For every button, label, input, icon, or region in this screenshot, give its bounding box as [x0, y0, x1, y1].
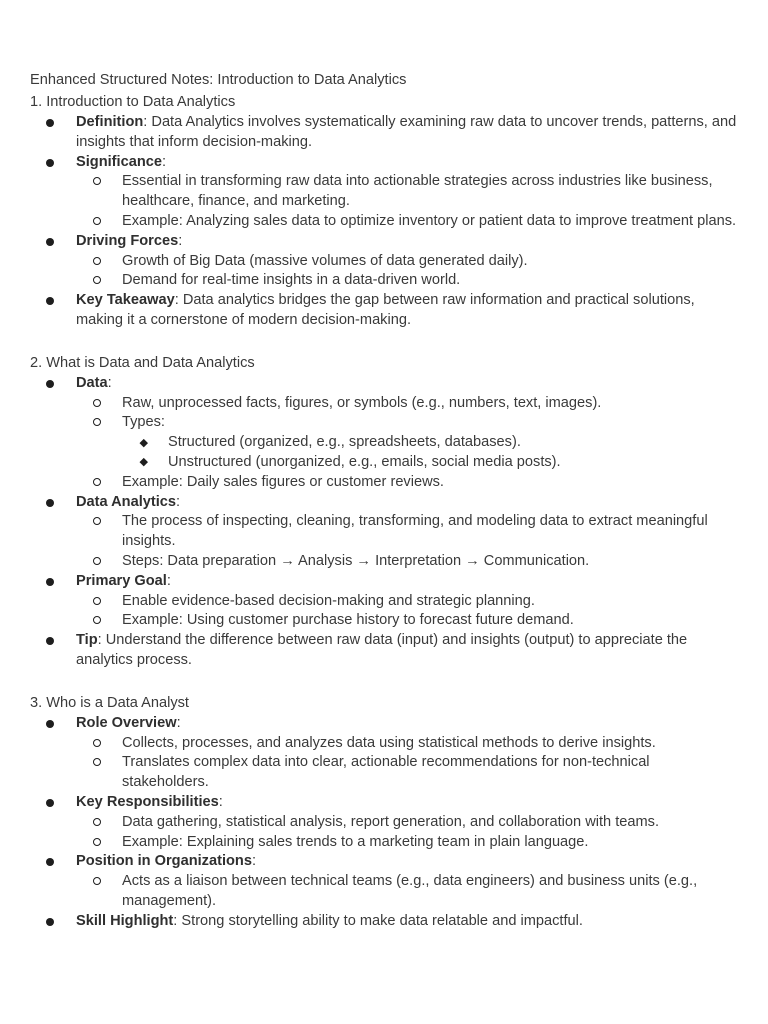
bullet-list — [30, 374, 738, 671]
sub-bullet-list — [76, 512, 738, 571]
term-label: Data — [76, 374, 108, 391]
term-label: Driving Forces — [76, 232, 179, 249]
hollow-circle-bullet-icon — [93, 818, 101, 826]
sub-list-item — [76, 611, 738, 631]
sub-item-text: Example: Daily sales figures or customer reviews. — [122, 473, 444, 490]
filled-circle-bullet-icon — [46, 297, 54, 305]
sub-list-item — [76, 473, 738, 493]
term-label: Skill Highlight — [76, 912, 174, 929]
sub-list-item — [76, 734, 738, 754]
term-label: Key Responsibilities — [76, 793, 219, 810]
section-title: 3. Who is a Data Analyst — [30, 694, 189, 711]
sub-list-item — [76, 592, 738, 612]
filled-circle-bullet-icon — [46, 578, 54, 586]
sub-list-item — [76, 271, 738, 291]
term-label: Primary Goal — [76, 572, 167, 589]
hollow-circle-bullet-icon — [93, 399, 101, 407]
section-data-analyst — [30, 692, 738, 932]
item-text: : — [166, 572, 171, 589]
item-text: : — [176, 714, 181, 731]
diamond-bullet-icon — [140, 439, 148, 447]
sub-bullet-list — [76, 872, 738, 912]
term-label: Role Overview — [76, 714, 177, 731]
list-item — [30, 631, 738, 671]
sub-list-item — [76, 552, 738, 572]
bullet-list — [30, 714, 738, 932]
filled-circle-bullet-icon — [46, 499, 54, 507]
hollow-circle-bullet-icon — [93, 478, 101, 486]
sub-item-text: Growth of Big Data (massive volumes of data generated daily). — [122, 252, 528, 269]
list-item — [30, 232, 738, 291]
sub-item-text: Raw, unprocessed facts, figures, or symbols (e.g., numbers, text, images). — [122, 394, 602, 411]
filled-circle-bullet-icon — [46, 637, 54, 645]
term-label: Key Takeaway — [76, 292, 175, 309]
sub-list-item — [76, 413, 738, 472]
filled-circle-bullet-icon — [46, 858, 54, 866]
sub-sub-item-text: Unstructured (unorganized, e.g., emails, social media posts). — [168, 453, 561, 470]
term-label: Position in Organizations — [76, 853, 252, 870]
term-label: Definition — [76, 114, 144, 130]
section-title: 1. Introduction to Data Analytics — [30, 94, 236, 110]
sub-bullet-list — [76, 394, 738, 493]
sub-item-text: Steps: Data preparation → Analysis → Interpretation → Communication. — [122, 552, 590, 569]
item-text: : Understand the difference between raw data (input) and insights (output) to appreciate the analytics process. — [76, 632, 688, 668]
list-item — [30, 912, 738, 932]
hollow-circle-bullet-icon — [93, 517, 101, 525]
sub-bullet-list — [76, 813, 738, 853]
hollow-circle-bullet-icon — [93, 557, 101, 565]
item-text: : Strong storytelling ability to make data relatable and impactful. — [173, 912, 583, 929]
section-introduction — [30, 91, 738, 331]
sub-sub-list-item — [122, 433, 738, 453]
list-item — [30, 493, 738, 572]
item-text: : — [251, 853, 257, 870]
bullet-list — [30, 113, 738, 331]
sub-item-text: The process of inspecting, cleaning, transforming, and modeling data to extract meaningful insights. — [122, 513, 708, 550]
sub-list-item — [76, 252, 738, 272]
sub-list-item — [76, 212, 738, 232]
filled-circle-bullet-icon — [46, 918, 54, 926]
sub-bullet-list — [76, 734, 738, 793]
sub-list-item — [76, 394, 738, 414]
filled-circle-bullet-icon — [46, 238, 54, 246]
sub-list-item — [76, 512, 738, 552]
list-item — [30, 714, 738, 793]
list-item — [30, 113, 738, 153]
sub-item-text: Example: Using customer purchase history to forecast future demand. — [122, 612, 574, 629]
sub-item-text: Example: Explaining sales trends to a marketing team in plain language. — [122, 833, 589, 850]
hollow-circle-bullet-icon — [93, 838, 101, 846]
sub-item-text: Types: — [122, 414, 165, 431]
hollow-circle-bullet-icon — [93, 217, 101, 225]
hollow-circle-bullet-icon — [93, 758, 101, 766]
list-item — [30, 291, 738, 331]
term-label: Significance — [76, 153, 162, 170]
hollow-circle-bullet-icon — [93, 276, 101, 284]
sub-list-item — [76, 172, 738, 212]
sub-item-text: Enable evidence-based decision-making and strategic planning. — [122, 592, 535, 609]
sub-list-item — [76, 813, 738, 833]
hollow-circle-bullet-icon — [93, 418, 101, 426]
item-text: : — [218, 793, 223, 810]
filled-circle-bullet-icon — [46, 380, 54, 388]
hollow-circle-bullet-icon — [93, 597, 101, 605]
term-label: Tip — [76, 632, 98, 649]
sub-sub-list-item — [122, 453, 738, 473]
sub-item-text: Data gathering, statistical analysis, report generation, and collaboration with teams. — [122, 813, 660, 830]
item-text: : — [107, 374, 112, 391]
list-item — [30, 153, 738, 232]
item-text: : — [161, 153, 167, 170]
list-item — [30, 572, 738, 631]
section-data-and-analytics — [30, 352, 738, 671]
filled-circle-bullet-icon — [46, 720, 54, 728]
sub-item-text: Collects, processes, and analyzes data using statistical methods to derive insights. — [122, 734, 656, 751]
list-item — [30, 852, 738, 911]
document-title: Enhanced Structured Notes: Introduction to Data Analytics — [30, 72, 407, 88]
list-item — [30, 793, 738, 852]
sub-bullet-list — [76, 172, 738, 231]
sub-item-text: Acts as a liaison between technical teams (e.g., data engineers) and business units (e.g., management). — [122, 873, 698, 909]
hollow-circle-bullet-icon — [93, 257, 101, 265]
hollow-circle-bullet-icon — [93, 877, 101, 885]
sub-sub-item-text: Structured (organized, e.g., spreadsheets, databases). — [168, 434, 521, 451]
sub-list-item — [76, 872, 738, 912]
hollow-circle-bullet-icon — [93, 739, 101, 747]
sub-item-text: Translates complex data into clear, actionable recommendations for non-technical stakeholders. — [122, 754, 650, 791]
list-item — [30, 374, 738, 493]
item-text: : — [178, 232, 183, 249]
sub-sub-bullet-list — [122, 433, 738, 473]
item-text: : — [176, 493, 181, 510]
sub-bullet-list — [76, 252, 738, 292]
hollow-circle-bullet-icon — [93, 177, 101, 185]
sub-item-text: Essential in transforming raw data into actionable strategies across industries like business, healthcare, finance, and marketing. — [122, 173, 713, 210]
sub-list-item — [76, 753, 738, 793]
diamond-bullet-icon — [140, 458, 148, 466]
item-text: : Data analytics bridges the gap between raw information and practical solutions, making it a cornerstone of modern decision-making. — [76, 292, 695, 328]
section-title: 2. What is Data and Data Analytics — [30, 354, 255, 371]
filled-circle-bullet-icon — [46, 159, 54, 167]
sub-bullet-list — [76, 592, 738, 632]
filled-circle-bullet-icon — [46, 119, 54, 127]
sub-item-text: Example: Analyzing sales data to optimize inventory or patient data to improve treatment plans. — [122, 212, 737, 229]
item-text: : Data Analytics involves systematically examining raw data to uncover trends, patterns, and insights that inform decision-making. — [76, 114, 737, 150]
sub-item-text: Demand for real-time insights in a data-driven world. — [122, 272, 461, 289]
filled-circle-bullet-icon — [46, 799, 54, 807]
sub-list-item — [76, 833, 738, 853]
term-label: Data Analytics — [76, 493, 177, 510]
hollow-circle-bullet-icon — [93, 616, 101, 624]
